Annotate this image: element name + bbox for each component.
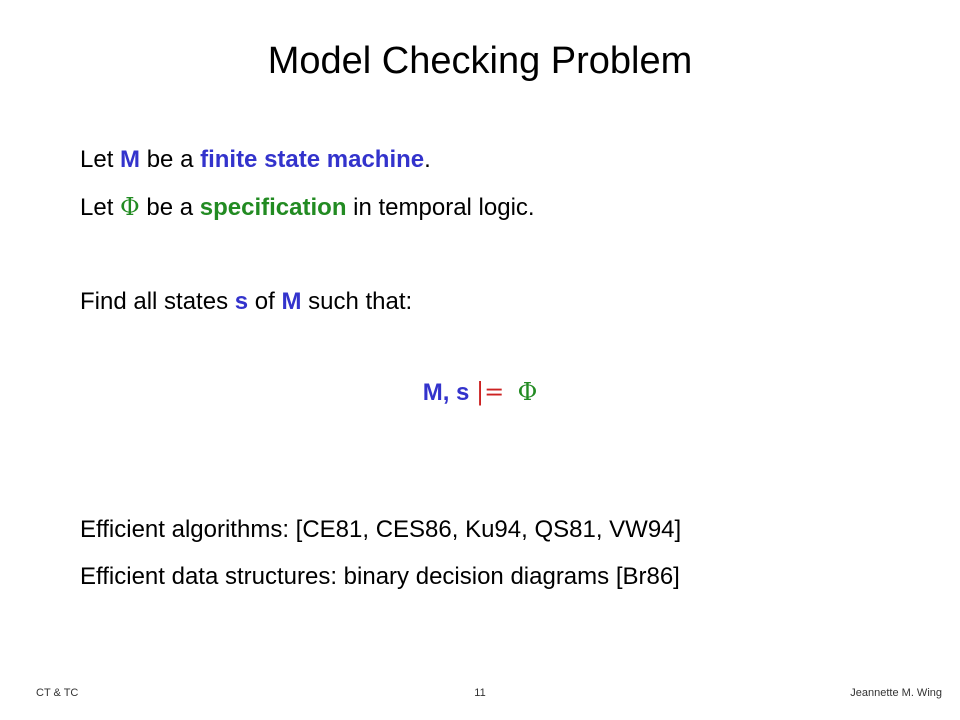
footer-left: CT & TC (36, 687, 79, 699)
algorithms-line: Efficient algorithms: [CE81, CES86, Ku94, QS81, VW94] (80, 516, 682, 543)
text: of (248, 288, 282, 315)
definition-line-machine (80, 146, 431, 174)
text: be a (140, 146, 201, 173)
specification-term: specification (199, 194, 347, 221)
machine-symbol: M (281, 288, 302, 315)
definition-line-spec (80, 193, 535, 222)
text: Find all states (80, 288, 235, 315)
page-number: 11 (474, 687, 486, 699)
footer-author: Jeannette M. Wing (850, 687, 942, 699)
text: such that: (301, 288, 413, 315)
phi-symbol: Φ (120, 193, 140, 221)
machine-symbol: M (120, 146, 141, 173)
text: in temporal logic. (346, 194, 535, 221)
data-structures-line: Efficient data structures: binary decision diagrams [Br86] (80, 563, 680, 590)
state-symbol: s (234, 288, 249, 315)
problem-line (80, 288, 412, 316)
text: be a (139, 194, 200, 221)
model-checking-formula (0, 378, 960, 407)
slide-title: Model Checking Problem (267, 40, 693, 82)
models-symbol: |= (476, 378, 505, 406)
phi-symbol: Φ (517, 378, 538, 406)
fsm-term: finite state machine (200, 146, 425, 173)
formula-ms: M, s (422, 379, 477, 406)
text: . (424, 146, 431, 173)
text: Let (80, 146, 121, 173)
text: Let (80, 194, 121, 221)
